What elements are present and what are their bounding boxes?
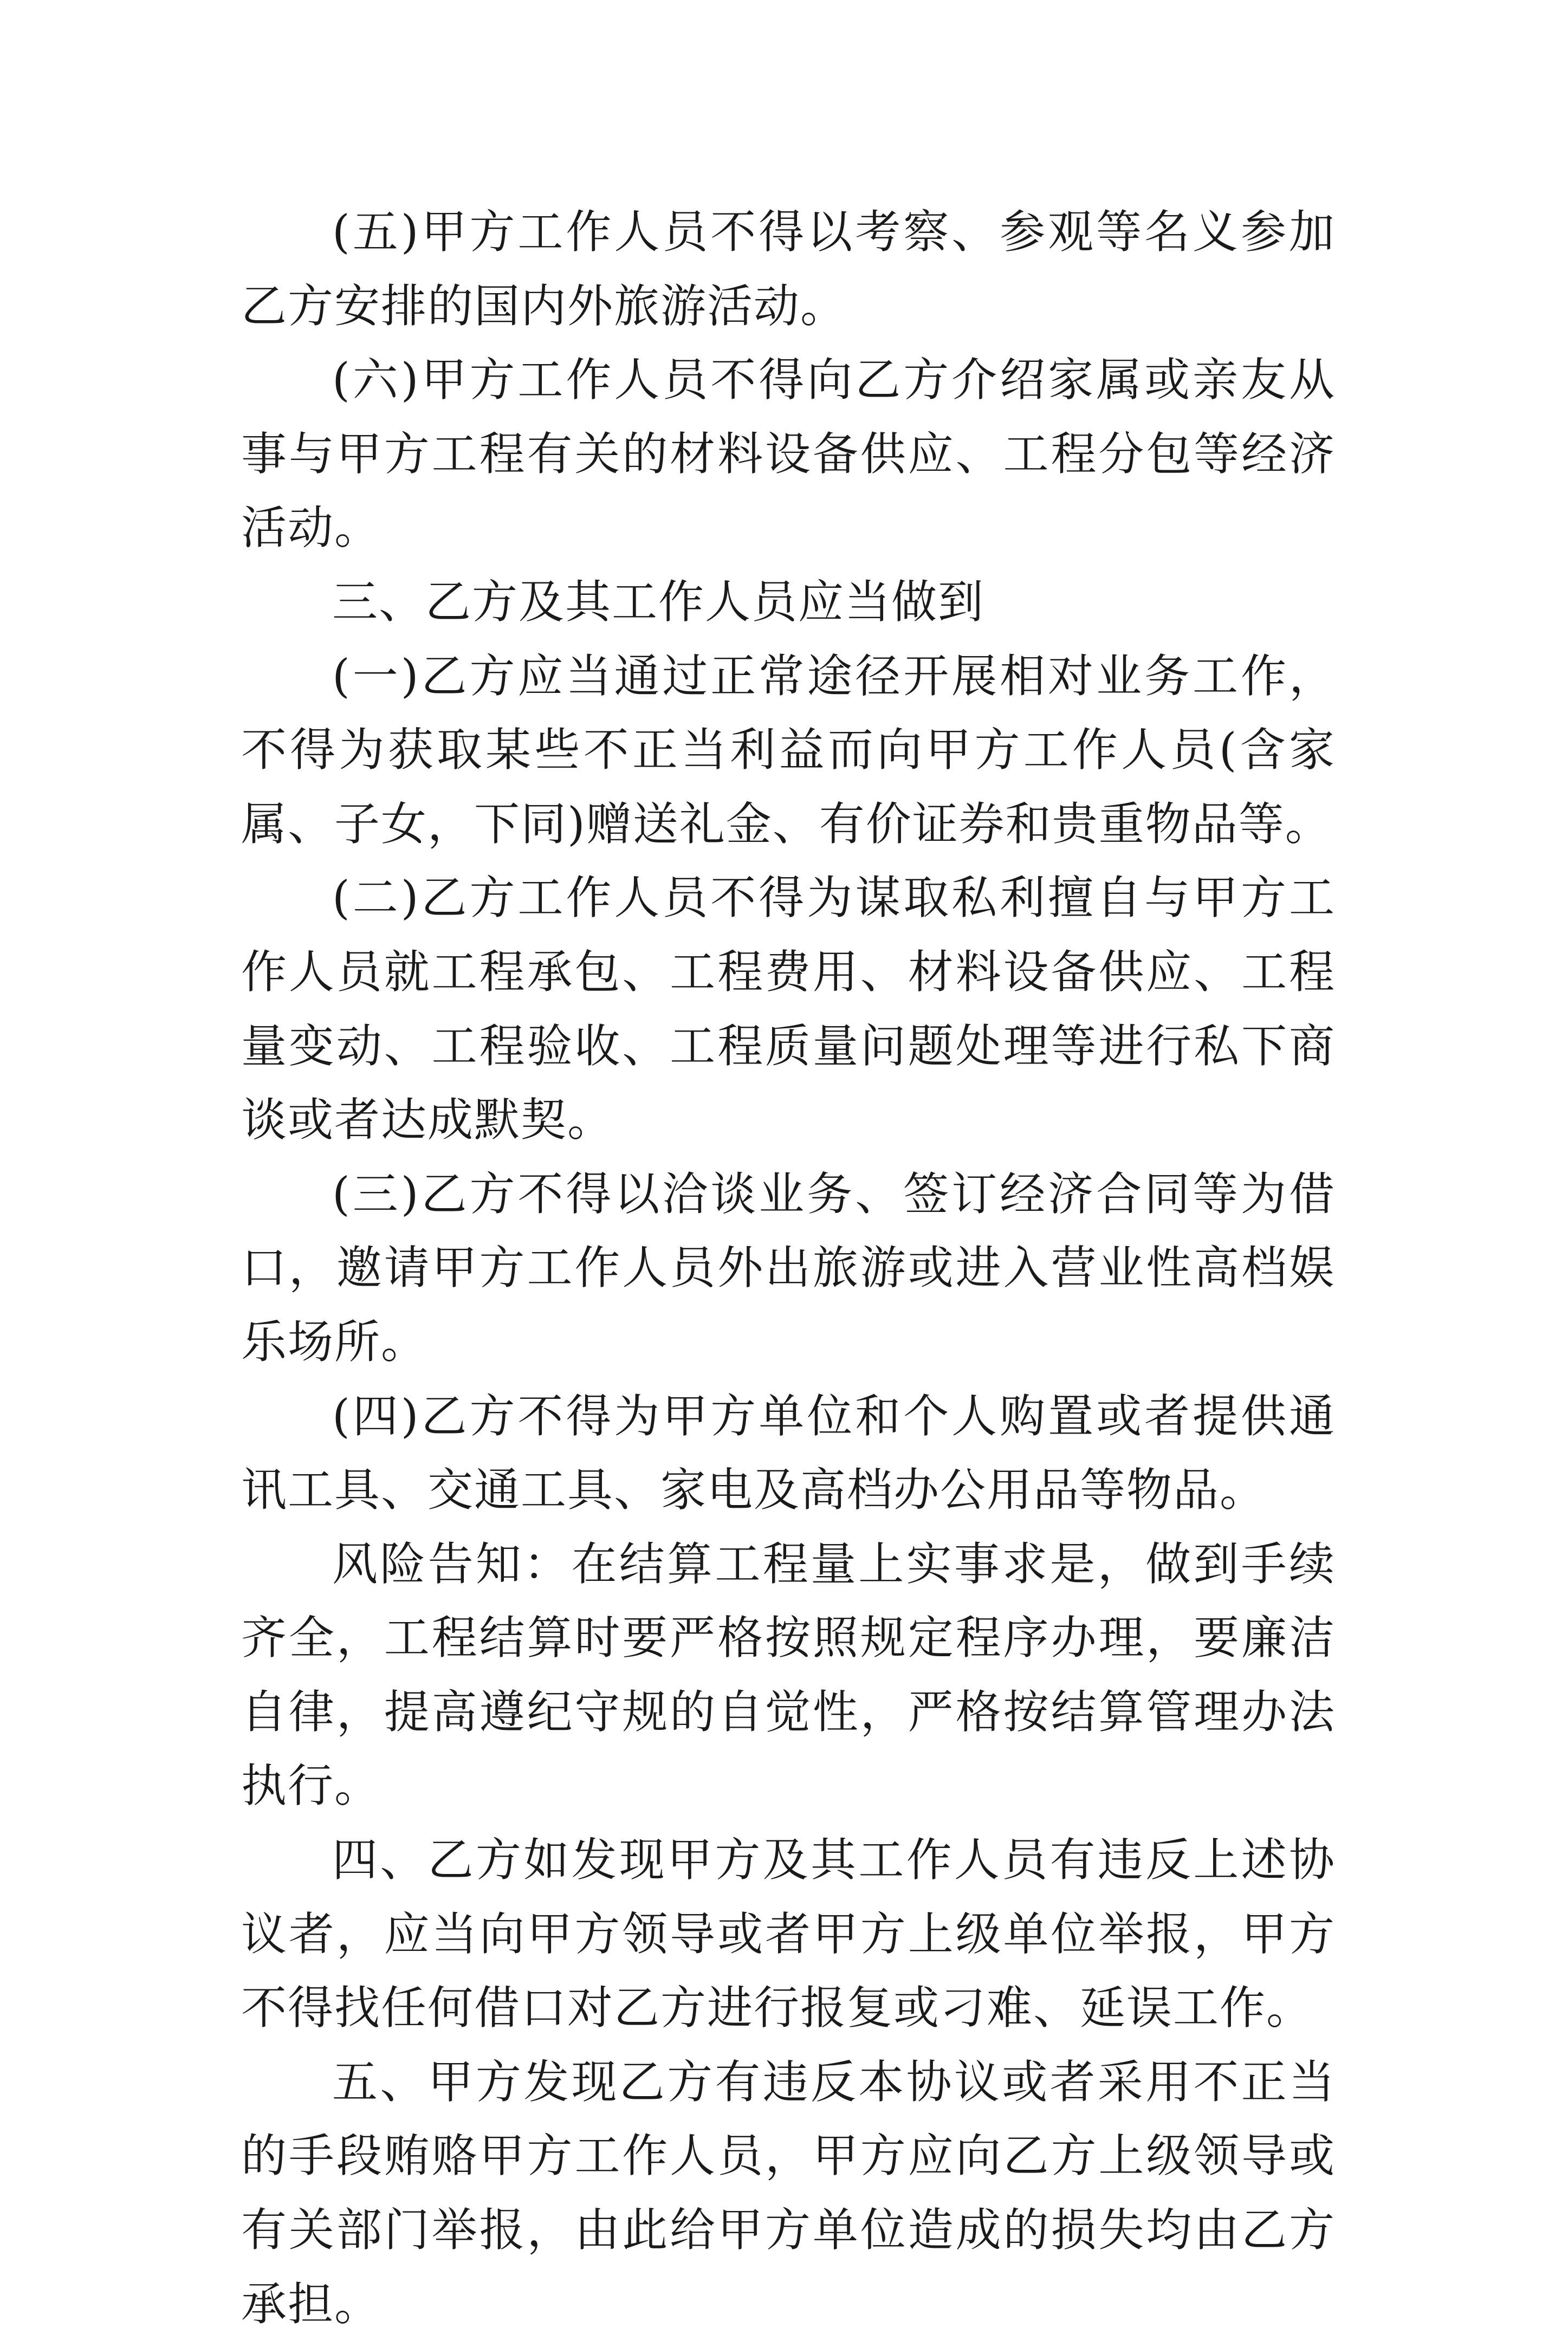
paragraph-clause-3-2: (二)乙方工作人员不得为谋取私利擅自与甲方工作人员就工程承包、工程费用、材料设备供应、工程量变动、工程验收、工程质量问题处理等进行私下商谈或者达成默契。 (241, 871, 1336, 1147)
paragraph-section-5: 五、甲方发现乙方有违反本协议或者采用不正当的手段贿赂甲方工作人员，甲方应向乙方上级领导或有关部门举报，由此给甲方单位造成的损失均由乙方承担。 (241, 2055, 1336, 2331)
paragraph-clause-3-3: (三)乙方不得以洽谈业务、签订经济合同等为借口，邀请甲方工作人员外出旅游或进入营业性高档娱乐场所。 (241, 1167, 1336, 1369)
paragraph-clause-3-1: (一)乙方应当通过正常途径开展相对业务工作，不得为获取某些不正当利益而向甲方工作人员(含家属、子女，下同)赠送礼金、有价证券和贵重物品等。 (241, 649, 1336, 851)
document-body (241, 195, 1336, 2341)
paragraph-risk-notice: 风险告知：在结算工程量上实事求是，做到手续齐全，工程结算时要严格按照规定程序办理，要廉洁自律，提高遵纪守规的自觉性，严格按结算管理办法执行。 (241, 1537, 1336, 1813)
paragraph-section-4: 四、乙方如发现甲方及其工作人员有违反上述协议者，应当向甲方领导或者甲方上级单位举报，甲方不得找任何借口对乙方进行报复或刁难、延误工作。 (241, 1833, 1336, 2035)
paragraph-clause-2-6: (六)甲方工作人员不得向乙方介绍家属或亲友从事与甲方工程有关的材料设备供应、工程分包等经济活动。 (241, 353, 1336, 555)
paragraph-clause-2-5: (五)甲方工作人员不得以考察、参观等名义参加乙方安排的国内外旅游活动。 (241, 205, 1336, 333)
section-heading-3: 三、乙方及其工作人员应当做到 (332, 575, 985, 628)
paragraph-clause-3-4: (四)乙方不得为甲方单位和个人购置或者提供通讯工具、交通工具、家电及高档办公用品等物品。 (241, 1389, 1336, 1517)
